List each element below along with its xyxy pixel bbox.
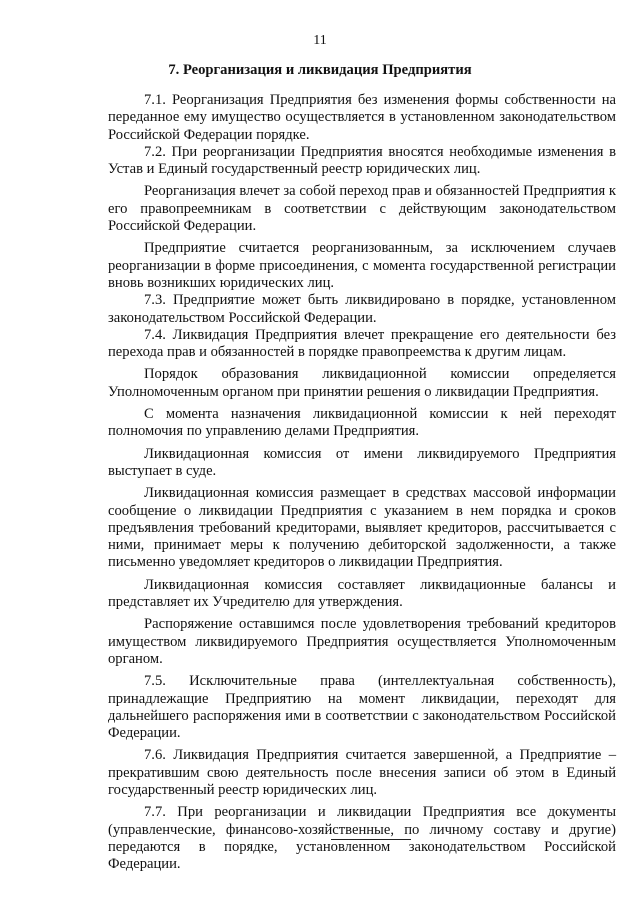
paragraph-commission-balances: Ликвидационная комиссия составляет ликвидационные балансы и представляет их Учредителю для утверждения. bbox=[108, 576, 616, 611]
paragraph-7-7: 7.7. При реорганизации и ликвидации Предприятия все документы (управленческие, финансово-хозяйственные, по личному составу и другие) передаются в порядке, установленном законодательством Российской Федерации. bbox=[108, 804, 616, 873]
section-body bbox=[108, 92, 616, 873]
paragraph-7-3: 7.3. Предприятие может быть ликвидировано в порядке, установленном законодательством Российской Федерации. bbox=[108, 292, 616, 326]
paragraph-remaining-property: Распоряжение оставшимся после удовлетворения требований кредиторов имуществом ликвидируемого Предприятия осуществляется Уполномоченным органом. bbox=[108, 616, 616, 667]
paragraph-7-6: 7.6. Ликвидация Предприятия считается завершенной, а Предприятие – прекратившим свою деятельность после внесения записи об этом в Единый государственный реестр юридических лиц. bbox=[108, 747, 616, 798]
paragraph-commission-formation: Порядок образования ликвидационной комиссии определяется Уполномоченным органом при принятии решения о ликвидации Предприятия. bbox=[108, 366, 616, 400]
page-number: 11 bbox=[313, 33, 327, 48]
paragraph-commission-notice: Ликвидационная комиссия размещает в средствах массовой информации сообщение о ликвидации Предприятия с указанием в нем порядка и сроков предъявления требований кредиторами, выявляет кредиторов, рассчитывается с ними, принимает меры к получению дебиторской задолженности, а также письменно уведомляет кредиторов о ликвидации Предприятия. bbox=[108, 485, 616, 571]
paragraph-reorganization-transfer: Реорганизация влечет за собой переход прав и обязанностей Предприятия к его правопреемникам в соответствии с действующим законодательством Российской Федерации. bbox=[108, 183, 616, 235]
separator-line bbox=[331, 839, 411, 840]
paragraph-7-1: 7.1. Реорганизация Предприятия без изменения формы собственности на переданное ему имущество осуществляется в установленном законодательством Российской Федерации порядке. bbox=[108, 92, 616, 143]
paragraph-7-4: 7.4. Ликвидация Предприятия влечет прекращение его деятельности без перехода прав и обязанностей в порядке правопреемства к другим лицам. bbox=[108, 326, 616, 361]
paragraph-commission-court: Ликвидационная комиссия от имени ликвидируемого Предприятия выступает в суде. bbox=[108, 445, 616, 479]
section-title: 7. Реорганизация и ликвидация Предприятия bbox=[168, 62, 472, 78]
paragraph-reorganized-moment: Предприятие считается реорганизованным, за исключением случаев реорганизации в форме присоединения, с момента государственной регистрации вновь возникших юридических лиц. bbox=[108, 240, 616, 291]
paragraph-commission-powers: С момента назначения ликвидационной комиссии к ней переходят полномочия по управлению делами Предприятия. bbox=[108, 406, 616, 440]
paragraph-7-2: 7.2. При реорганизации Предприятия вносятся необходимые изменения в Устав и Единый государственный реестр юридических лиц. bbox=[108, 143, 616, 178]
paragraph-7-5: 7.5. Исключительные права (интеллектуальная собственность), принадлежащие Предприятию на момент ликвидации, переходят для дальнейшего распоряжения ими в соответствии с законодательством Российской Федерации. bbox=[108, 673, 616, 742]
